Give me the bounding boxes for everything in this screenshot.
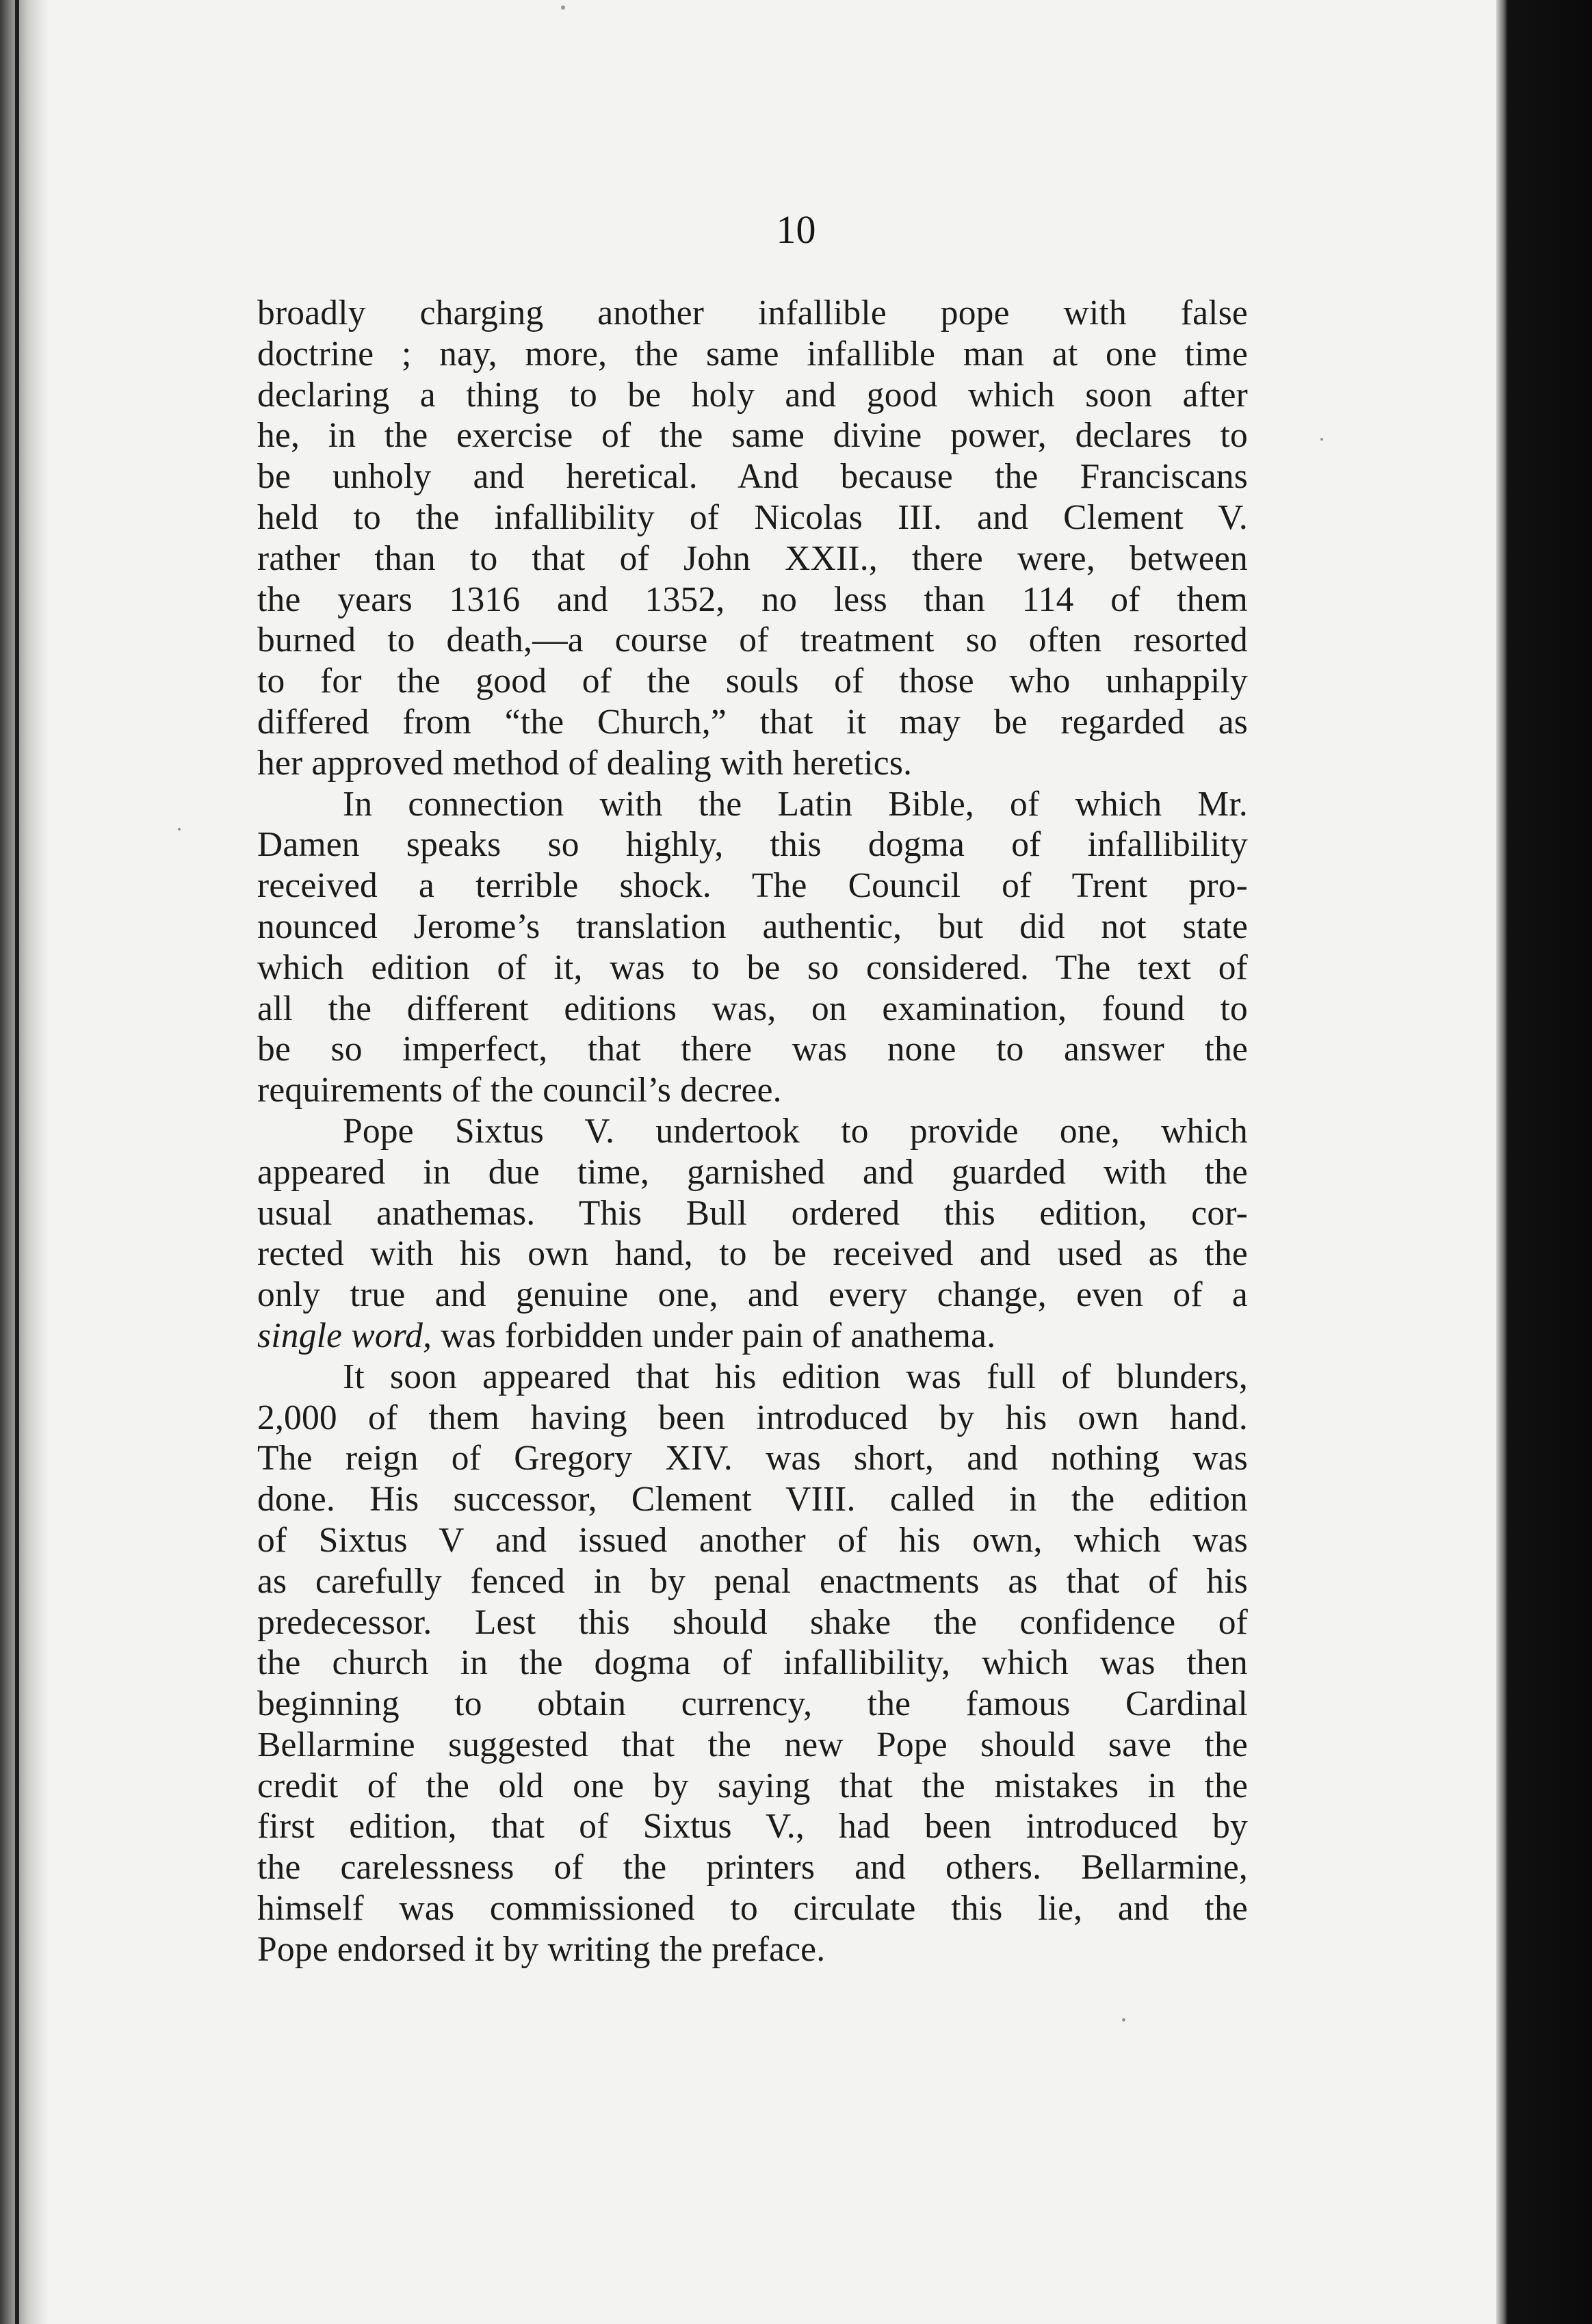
- text-line: declaring a thing to be holy and good which soon after: [257, 375, 1248, 415]
- scan-speck: [561, 5, 565, 10]
- binding-gutter: [0, 0, 48, 2324]
- text-line: [257, 1316, 1248, 1357]
- text-line: held to the infallibility of Nicolas III. and Clement V.: [257, 497, 1248, 537]
- text-line: received a terrible shock. The Council of Trent pro-: [257, 866, 1248, 906]
- scan-speck: [1320, 438, 1323, 441]
- text-line: Pope endorsed it by writing the preface.: [257, 1929, 826, 1969]
- text-line: Bellarmine suggested that the new Pope should save the: [257, 1725, 1248, 1764]
- text-line: only true and genuine one, and every change, even of a: [257, 1275, 1248, 1315]
- text-line: requirements of the council’s decree.: [257, 1071, 782, 1110]
- text-line: beginning to obtain currency, the famous Cardinal: [257, 1684, 1248, 1724]
- text-line: Pope Sixtus V. undertook to provide one, which: [343, 1111, 1248, 1151]
- text-line: rected with his own hand, to be received and used as the: [257, 1234, 1248, 1274]
- text-line: himself was commissioned to circulate this lie, and the: [257, 1889, 1248, 1929]
- text-line: the church in the dogma of infallibility, which was then: [257, 1643, 1248, 1683]
- paragraph-1: [257, 293, 1248, 784]
- binding-edge-line: [15, 0, 19, 2324]
- scan-speck: [178, 828, 181, 831]
- text-line: her approved method of dealing with heretics.: [257, 743, 913, 783]
- page-number: 10: [776, 207, 816, 252]
- text-line: Damen speaks so highly, this dogma of infallibility: [257, 825, 1248, 865]
- text-line: doctrine ; nay, more, the same infallible man at one time: [257, 334, 1248, 374]
- text-line: the years 1316 and 1352, no less than 114 of them: [257, 579, 1248, 619]
- text-line: predecessor. Lest this should shake the confidence of: [257, 1602, 1248, 1642]
- paragraph-4: [257, 1357, 1248, 1970]
- text-fragment: was forbidden under pain of anathema.: [432, 1316, 996, 1355]
- paragraph-3: [257, 1111, 1248, 1357]
- text-line: first edition, that of Sixtus V., had been introduced by: [257, 1807, 1248, 1846]
- text-line: to for the good of the souls of those who unhappily: [257, 662, 1248, 701]
- text-line: The reign of Gregory XIV. was short, and nothing was: [257, 1439, 1248, 1478]
- text-line: be unholy and heretical. And because the Franciscans: [257, 457, 1248, 497]
- text-line: which edition of it, was to be so considered. The text of: [257, 948, 1248, 987]
- scan-speck: [1122, 2018, 1125, 2022]
- body-text: [257, 293, 1248, 1970]
- text-line: broadly charging another infallible pope with false: [257, 293, 1248, 332]
- text-line: appeared in due time, garnished and guarded with the: [257, 1152, 1248, 1192]
- text-line: 2,000 of them having been introduced by his own hand.: [257, 1398, 1248, 1437]
- text-line: of Sixtus V and issued another of his own, which was: [257, 1520, 1248, 1560]
- right-page-edge: [1496, 0, 1592, 2324]
- text-line: It soon appeared that his edition was full of blunders,: [343, 1357, 1248, 1396]
- text-line: nounced Jerome’s translation authentic, but did not state: [257, 906, 1248, 946]
- text-line: usual anathemas. This Bull ordered this edition, cor-: [257, 1193, 1248, 1233]
- text-line: done. His successor, Clement VIII. called in the edition: [257, 1480, 1248, 1519]
- text-line: In connection with the Latin Bible, of which Mr.: [343, 784, 1248, 824]
- paragraph-2: [257, 784, 1248, 1111]
- text-line: he, in the exercise of the same divine power, declares to: [257, 416, 1248, 456]
- text-line: rather than to that of John XXII., there were, between: [257, 538, 1248, 578]
- text-line: all the different editions was, on examination, found to: [257, 989, 1248, 1028]
- text-line: credit of the old one by saying that the mistakes in the: [257, 1766, 1248, 1805]
- italic-phrase: single word,: [257, 1316, 432, 1355]
- text-line: be so imperfect, that there was none to answer the: [257, 1030, 1248, 1069]
- text-line: burned to death,—a course of treatment so often resorted: [257, 621, 1248, 660]
- text-line: as carefully fenced in by penal enactments as that of his: [257, 1561, 1248, 1601]
- text-line: the carelessness of the printers and others. Bellarmine,: [257, 1848, 1248, 1888]
- text-line: differed from “the Church,” that it may be regarded as: [257, 702, 1248, 742]
